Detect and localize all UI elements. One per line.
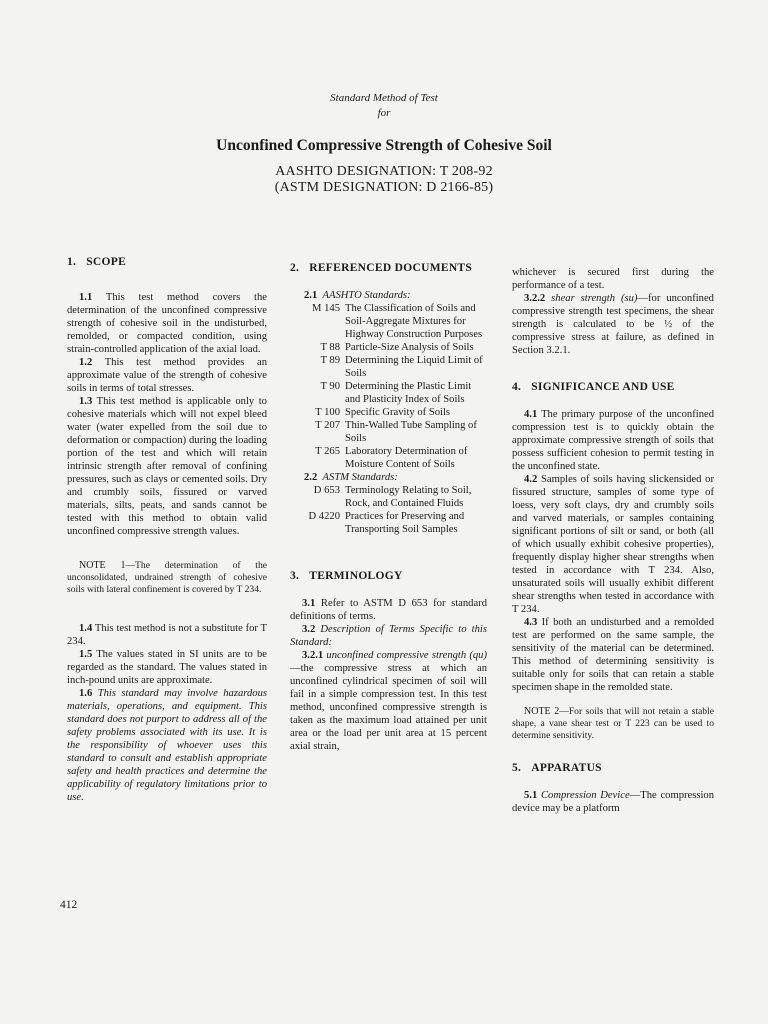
note-2: NOTE 2—For soils that will not retain a stable shape, a vane shear test or T 223 can be used to determine sensitivity. [512, 706, 714, 741]
column-1 [67, 256, 267, 804]
aashto-designation: AASHTO DESIGNATION: T 208-92 [275, 164, 493, 179]
paragraph-1-5: 1.5 The values stated in SI units are to be regarded as the standard. The values stated in inch-pound units are approximate. [67, 649, 267, 686]
reference-item [302, 406, 487, 419]
paragraph-1-3: 1.3 This test method is applicable only to cohesive materials which will not expel bleed water (water expelled from the soil due to deformation or compaction) during the loading portion of the test and which will retain intrinsic strength after removal of confining pressures, such as clays or cemented soils. Dry and crumbly soils, fissured or varved materials, silts, peats, and sands cannot be tested with this method to obtain valid unconfined compressive strength values. [67, 396, 267, 537]
reference-code: T 100 [315, 407, 340, 418]
reference-item [302, 484, 487, 510]
reference-title: Determining the Plastic Limit and Plasticity Index of Soils [345, 381, 472, 405]
note-1: NOTE 1—The determination of the unconsolidated, undrained strength of cohesive soils with lateral confinement is covered by T 234. [67, 560, 267, 595]
astm-standards-list [290, 484, 487, 536]
reference-item [302, 341, 487, 354]
paragraph-3-2-2: 3.2.2 shear strength (su)—for unconfined compressive strength test specimens, the shear strength is calculated to be ½ of the compressive stress at failure, as defined in Section 3.2.1. [512, 293, 714, 356]
reference-title: The Classification of Soils and Soil-Aggregate Mixtures for Highway Construction Purposes [345, 303, 483, 340]
reference-code: M 145 [312, 303, 340, 314]
section-heading-scope: 1. SCOPE [67, 256, 127, 268]
paragraph-5-1: 5.1 Compression Device—The compression device may be a platform [512, 790, 714, 814]
section-heading-terminology: 3. TERMINOLOGY [290, 570, 403, 582]
reference-item [302, 302, 487, 341]
subsection-2-1: 2.1 AASHTO Standards: [304, 290, 411, 301]
paragraph-1-2: 1.2 This test method provides an approximate value of the strength of cohesive soils in terms of total stresses. [67, 357, 267, 394]
reference-item [302, 445, 487, 471]
reference-title: Practices for Preserving and Transporting Soil Samples [345, 511, 465, 535]
aashto-standards-list [290, 302, 487, 471]
reference-title: Terminology Relating to Soil, Rock, and Contained Fluids [345, 485, 472, 509]
section-heading-apparatus: 5. APPARATUS [512, 762, 602, 774]
reference-code: D 653 [313, 485, 340, 496]
page-title: Unconfined Compressive Strength of Cohesive Soil [216, 137, 552, 154]
paragraph-4-1: 4.1 The primary purpose of the unconfined compression test is to quickly obtain the approximate compressive strength of soils that possess sufficient cohesion to permit testing in the unconfined state. [512, 409, 714, 472]
reference-item [302, 380, 487, 406]
paragraph-4-3: 4.3 If both an undisturbed and a remolded test are performed on the same sample, the sensitivity of the material can be determined. This method of determining sensitivity is suitable only for soils that can retain a stable specimen shape in the remolded state. [512, 617, 714, 693]
reference-title: Laboratory Determination of Moisture Content of Soils [345, 446, 468, 470]
header-line-1: Standard Method of Test [330, 92, 438, 104]
reference-title: Specific Gravity of Soils [345, 407, 451, 418]
reference-title: Determining the Liquid Limit of Soils [345, 355, 483, 379]
reference-code: T 90 [320, 381, 340, 392]
reference-code: T 265 [315, 446, 340, 457]
section-heading-referenced-documents: 2. REFERENCED DOCUMENTS [290, 262, 473, 274]
column-2 [290, 262, 487, 753]
paragraph-3-2-1-continued: whichever is secured first during the performance of a test. [512, 267, 714, 291]
subsection-2-2: 2.2 ASTM Standards: [304, 472, 398, 483]
paragraph-3-2-1: 3.2.1 unconfined compressive strength (qu)—the compressive stress at which an unconfined cylindrical specimen of soil will fail in a simple compression test. In this test method, unconfined compressive strength is taken as the maximum load attained per unit area or the load per unit area at 15 percent axial strain, [290, 650, 487, 752]
paragraph-1-1: 1.1 This test method covers the determination of the unconfined compressive strength of cohesive soil in the undisturbed, remolded, or compacted condition, using strain-controlled application of the axial load. [67, 292, 267, 355]
reference-title: Thin-Walled Tube Sampling of Soils [345, 420, 477, 444]
header-line-2: for [377, 107, 391, 119]
paragraph-1-4: 1.4 This test method is not a substitute for T 234. [67, 623, 267, 647]
reference-code: T 89 [320, 355, 340, 366]
reference-item [302, 354, 487, 380]
reference-item [302, 419, 487, 445]
paragraph-3-2: 3.2 Description of Terms Specific to this Standard: [290, 624, 487, 648]
page-number: 412 [60, 899, 78, 911]
reference-code: T 88 [320, 342, 340, 353]
reference-title: Particle-Size Analysis of Soils [345, 342, 474, 353]
paragraph-4-2: 4.2 Samples of soils having slickensided or fissured structure, samples of some type of loess, very soft clays, dry and crumbly soils and varved materials, or samples containing significant portions of silt or sand, or both (all of which usually exhibit cohesive properties), frequently display higher shear strengths when tested in accordance with T 234. Also, unsaturated soils will usually exhibit different shear strengths when tested in accordance with T 234. [512, 474, 714, 615]
section-heading-significance: 4. SIGNIFICANCE AND USE [512, 381, 675, 393]
reference-item [302, 510, 487, 536]
reference-code: D 4220 [308, 511, 340, 522]
paragraph-3-1: 3.1 Refer to ASTM D 653 for standard definitions of terms. [290, 598, 487, 622]
astm-designation: (ASTM DESIGNATION: D 2166-85) [274, 180, 494, 195]
reference-code: T 207 [315, 420, 340, 431]
paragraph-1-6: 1.6 This standard may involve hazardous materials, operations, and equipment. This standard does not purport to address all of the safety problems associated with its use. It is the responsibility of whoever uses this standard to consult and establish appropriate safety and health practices and determine the applicability of regulatory limitations prior to use. [67, 688, 267, 803]
column-3 [512, 266, 714, 815]
